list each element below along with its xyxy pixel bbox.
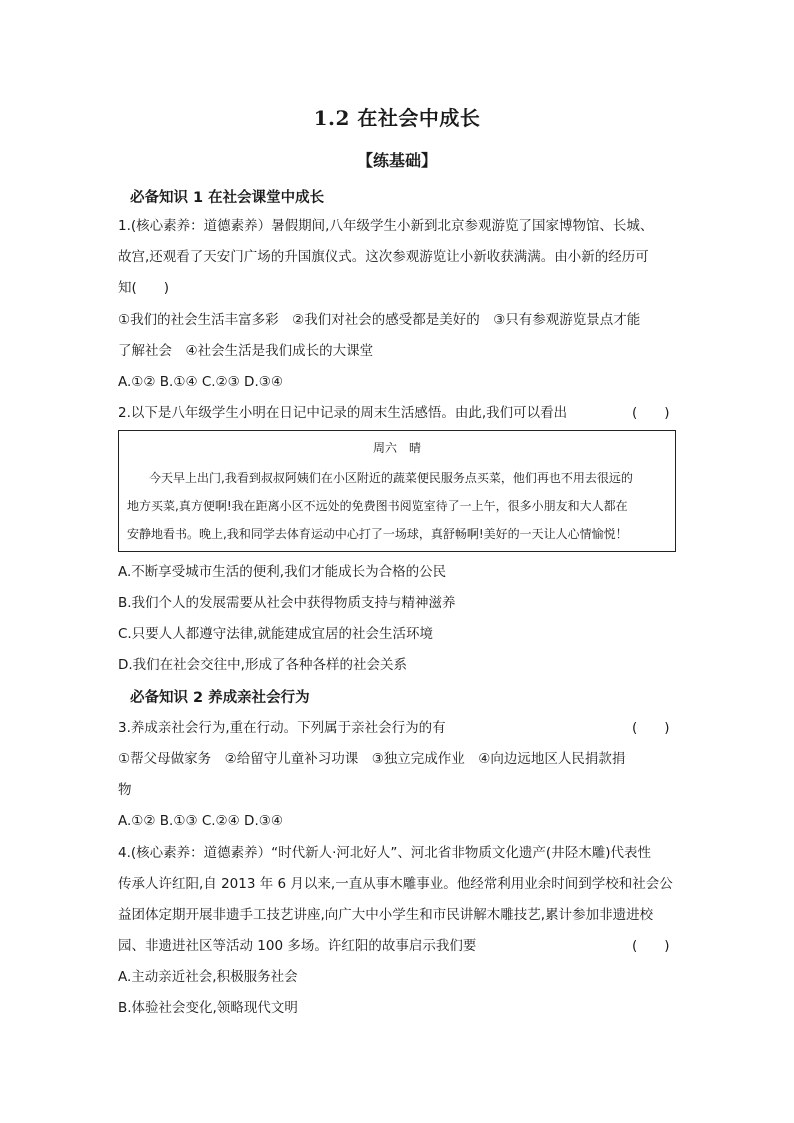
- q4-stem-line4: 园、非遗进社区等活动 100 多场。许红阳的故事启示我们要: [118, 938, 477, 954]
- diary-line-3: 安静地看书。晚上,我和同学去体育运动中心打了一场球，真舒畅啊!美好的一天让人心情愉悦！: [127, 527, 628, 541]
- section-heading: 【练基础】: [356, 151, 437, 170]
- q2-option-c: C.只要人人都遵守法律,就能建成宜居的社会生活环境: [118, 626, 434, 642]
- knowledge-heading-2: 必备知识 2 养成亲社会行为: [130, 690, 310, 706]
- q2-stem: 2.以下是八年级学生小明在日记中记录的周末生活感悟。由此,我们可以看出: [118, 405, 568, 421]
- q2-option-a: A.不断享受城市生活的便利,我们才能成长为合格的公民: [118, 564, 447, 580]
- diary-line-1: 今天早上出门,我看到叔叔阿姨们在小区附近的蔬菜便民服务点买菜，他们再也不用去很远的: [149, 471, 633, 485]
- q3-stem: 3.养成亲社会行为,重在行动。下列属于亲社会行为的有: [118, 720, 446, 736]
- diary-box: [118, 430, 676, 552]
- q4-option-b: B.体验社会变化,领略现代文明: [118, 1000, 298, 1016]
- q2-option-d: D.我们在社会交往中,形成了各种各样的社会关系: [118, 657, 407, 673]
- q4-answer-blank: ( ): [632, 938, 670, 954]
- page-title: 1.2 在社会中成长: [313, 106, 481, 130]
- knowledge-heading-1: 必备知识 1 在社会课堂中成长: [130, 190, 325, 206]
- q1-stem-line1: 1.(核心素养：道德素养）暑假期间,八年级学生小新到北京参观游览了国家博物馆、长城、: [118, 218, 654, 234]
- q3-answer-choices: A.①② B.①③ C.②④ D.③④: [118, 813, 283, 829]
- q3-answer-blank: ( ): [632, 720, 670, 736]
- q4-option-a: A.主动亲近社会,积极服务社会: [118, 969, 298, 985]
- q4-stem-line3: 益团体定期开展非遗手工技艺讲座,向广大中小学生和市民讲解木雕技艺,累计参加非遗进校: [118, 907, 654, 923]
- q2-option-b: B.我们个人的发展需要从社会中获得物质支持与精神滋养: [118, 595, 456, 611]
- diary-heading: 周六 晴: [372, 441, 421, 455]
- q3-options-line2: 物: [118, 782, 132, 798]
- q3-options-line1: ①帮父母做家务 ②给留守儿童补习功课 ③独立完成作业 ④向边远地区人民捐款捐: [118, 751, 626, 767]
- q1-options-line1: ①我们的社会生活丰富多彩 ②我们对社会的感受都是美好的 ③只有参观游览景点才能: [118, 312, 641, 328]
- q2-answer-blank: ( ): [632, 405, 670, 421]
- q1-stem-line3: 知( ): [118, 280, 170, 296]
- q1-answer-choices: A.①② B.①④ C.②③ D.③④: [118, 374, 283, 390]
- q4-stem-line1: 4.(核心素养：道德素养）“时代新人·河北好人”、河北省非物质文化遗产(井陉木雕)代表性: [118, 845, 651, 861]
- q4-stem-line2: 传承人许红阳,自 2013 年 6 月以来,一直从事木雕事业。他经常利用业余时间到学校和社会公: [118, 876, 673, 892]
- q1-options-line2: 了解社会 ④社会生活是我们成长的大课堂: [118, 343, 374, 359]
- diary-line-2: 地方买菜,真方便啊!我在距离小区不远处的免费图书阅览室待了一上午，很多小朋友和大人都在: [127, 499, 628, 513]
- q1-stem-line2: 故宫,还观看了天安门广场的升国旗仪式。这次参观游览让小新收获满满。由小新的经历可: [118, 249, 649, 265]
